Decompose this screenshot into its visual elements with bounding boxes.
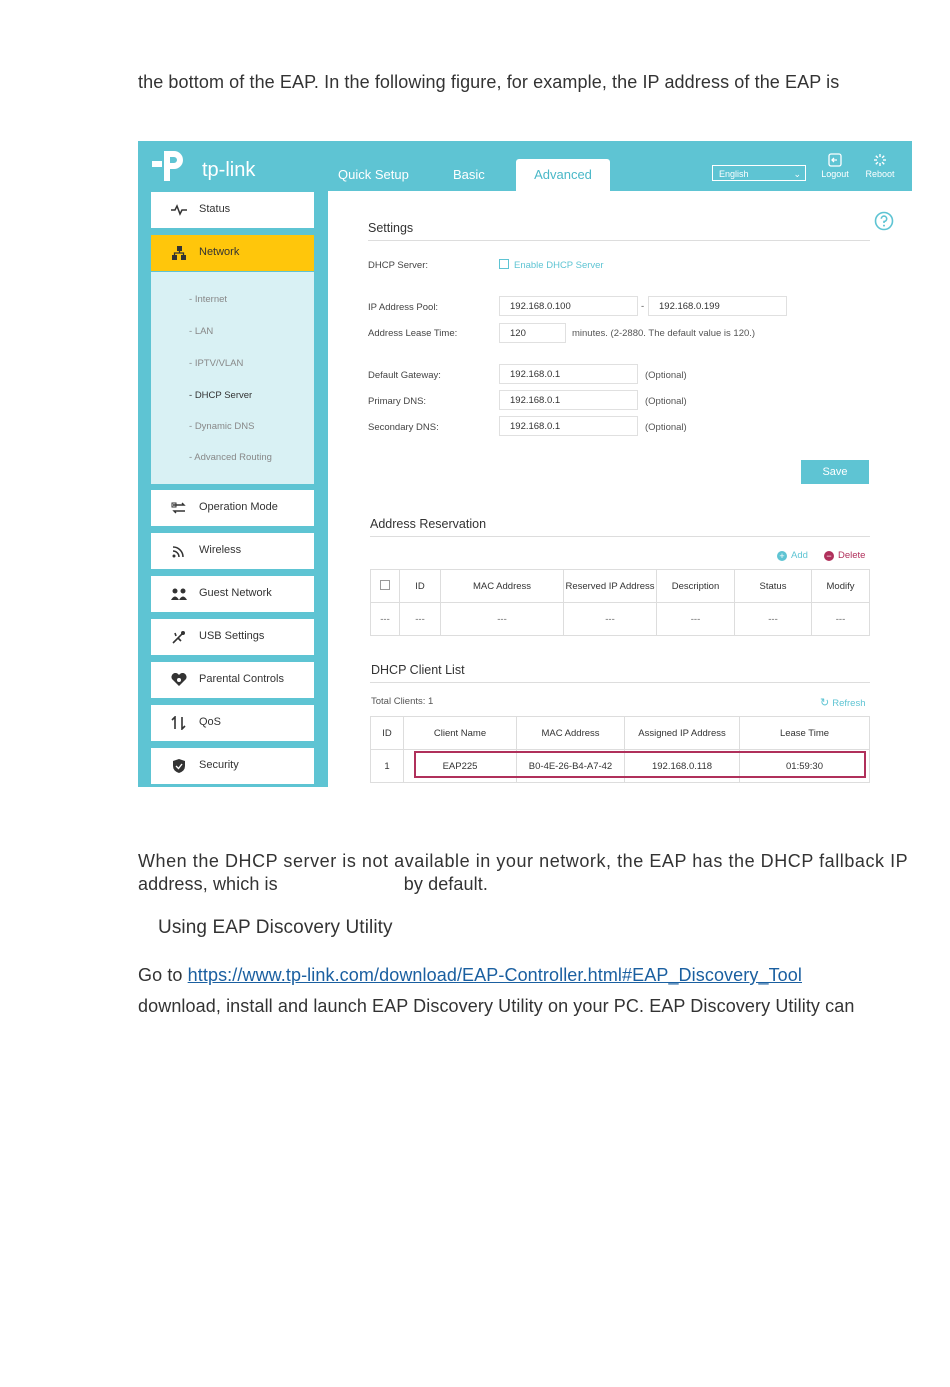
sidebar-item-label: Parental Controls [199,673,284,685]
sidebar-item-label: Guest Network [199,587,272,599]
default-gateway-label: Default Gateway: [368,370,441,381]
refresh-icon: ↻ [820,697,830,709]
ip-pool-dash: - [641,301,645,312]
primary-dns-input[interactable]: 192.168.0.1 [499,390,638,410]
table-cell: B0-4E-26-B4-A7-42 [517,750,625,783]
add-label: Add [791,550,808,561]
sidebar-item-wireless[interactable] [151,533,314,569]
column-header: Modify [812,570,870,603]
sidebar-item-label: QoS [199,716,222,728]
ip-pool-label: IP Address Pool: [368,302,439,313]
parental-controls-icon [171,673,187,687]
highlight-box [414,751,866,778]
sidebar-item-status[interactable] [151,192,314,228]
paragraph-fallback-line2 [138,874,488,895]
column-header: Reserved IP Address [564,570,657,603]
ip-pool-end-input[interactable]: 192.168.0.199 [648,296,787,316]
main-content [328,191,912,787]
column-header: Client Name [404,717,517,750]
table-cell: 1 [371,750,404,783]
shield-icon [171,759,187,773]
logout-icon [828,153,842,167]
language-value: English [719,169,749,179]
select-all-checkbox[interactable] [371,570,400,603]
lease-time-note: minutes. (2-2880. The default value is 120.) [572,328,756,339]
refresh-label: Refresh [832,698,866,709]
network-submenu [151,272,314,484]
column-header: Description [657,570,735,603]
section-heading: Using EAP Discovery Utility [158,917,393,938]
optional-note: (Optional) [645,396,687,407]
tab-basic[interactable]: Basic [453,167,485,182]
submenu-internet[interactable]: - Internet [189,294,228,305]
submenu-dynamic-dns[interactable]: - Dynamic DNS [189,421,255,432]
table-row [371,603,870,636]
column-header: Status [735,570,812,603]
qos-arrows-icon [171,716,187,730]
refresh-button[interactable] [820,696,865,709]
delete-label: Delete [838,550,866,561]
sidebar-item-operation-mode[interactable] [151,490,314,526]
table-cell: --- [441,603,564,636]
sidebar-item-label: Wireless [199,544,242,556]
sidebar-item-label: Security [199,759,239,771]
table-header-row [371,570,870,603]
column-header: MAC Address [441,570,564,603]
save-button[interactable]: Save [801,460,869,484]
enable-dhcp-label: Enable DHCP Server [514,260,604,271]
table-header-row [371,717,870,750]
goto-prefix: Go to [138,965,188,985]
optional-note: (Optional) [645,422,687,433]
column-header: MAC Address [517,717,625,750]
top-bar [138,141,912,191]
reboot-icon [873,153,887,167]
minus-icon: − [824,551,834,561]
tp-link-logo [150,147,270,185]
brand-name: tp-link [202,159,256,181]
table-cell: --- [564,603,657,636]
paragraph-fallback-line1: When the DHCP server is not available in your network, the EAP has the DHCP fallback IP [138,851,909,871]
reboot-label: Reboot [865,169,895,179]
column-header: Assigned IP Address [625,717,740,750]
delete-button[interactable] [824,550,865,561]
sidebar-item-label: Status [199,203,231,215]
plus-icon: + [777,551,787,561]
discovery-tool-link[interactable]: https://www.tp-link.com/download/EAP-Controller.html#EAP_Discovery_Tool [187,965,802,985]
guest-users-icon [171,587,187,601]
checkbox-checked-icon [499,259,509,269]
tab-advanced[interactable]: Advanced [516,159,610,191]
table-cell: --- [812,603,870,636]
operation-mode-icon [171,501,187,515]
paragraph-goto [138,965,802,986]
sidebar-item-usb-settings[interactable] [151,619,314,655]
sidebar-item-network[interactable] [151,235,314,271]
help-icon[interactable] [874,211,894,231]
submenu-advanced-routing[interactable]: - Advanced Routing [189,452,272,463]
paragraph-top-line: the bottom of the EAP. In the following figure, for example, the IP address of the EAP is [138,72,840,92]
sidebar-item-label: Network [199,246,240,258]
lease-time-input[interactable]: 120 [499,323,566,343]
secondary-dns-input[interactable]: 192.168.0.1 [499,416,638,436]
divider [368,240,870,241]
usb-icon [171,630,187,644]
logout-button[interactable] [815,153,855,179]
table-cell: --- [735,603,812,636]
logout-label: Logout [821,169,849,179]
sidebar-item-guest-network[interactable] [151,576,314,612]
column-header: Lease Time [740,717,870,750]
table-cell: --- [371,603,400,636]
fallback-text-b: by default. [403,874,488,894]
optional-note: (Optional) [645,370,687,381]
primary-dns-label: Primary DNS: [368,396,427,407]
ip-pool-start-input[interactable]: 192.168.0.100 [499,296,638,316]
sidebar-item-qos[interactable] [151,705,314,741]
add-button[interactable] [777,550,808,561]
submenu-lan[interactable]: - LAN [189,326,214,337]
language-select[interactable] [712,165,806,181]
total-clients: Total Clients: 1 [371,696,434,707]
tp-link-logo-icon [150,147,190,185]
fallback-text-a: address, which is [138,874,278,894]
enable-dhcp-checkbox[interactable] [499,259,604,271]
sidebar-item-parental-controls[interactable] [151,662,314,698]
table-cell: 192.168.0.118 [625,750,740,783]
network-icon [171,246,187,260]
paragraph-download: download, install and launch EAP Discovery Utility on your PC. EAP Discovery Utility can [138,996,855,1016]
wireless-icon [171,544,187,558]
table-cell: --- [400,603,441,636]
divider [370,682,870,683]
tab-quick-setup[interactable]: Quick Setup [338,167,409,182]
default-gateway-input[interactable]: 192.168.0.1 [499,364,638,384]
router-screenshot [138,141,912,787]
chevron-down-icon: ⌄ [793,169,801,179]
table-cell: --- [657,603,735,636]
sidebar-item-label: USB Settings [199,630,265,642]
submenu-dhcp-server[interactable]: - DHCP Server [189,390,253,401]
dhcp-server-label: DHCP Server: [368,260,429,271]
sidebar-item-security[interactable] [151,748,314,784]
divider [370,536,870,537]
secondary-dns-label: Secondary DNS: [368,422,439,433]
lease-time-label: Address Lease Time: [368,328,458,339]
table-cell: EAP225 [404,750,517,783]
pulse-icon [171,203,187,217]
column-header: ID [371,717,404,750]
reboot-button[interactable] [860,153,900,179]
settings-title: Settings [368,221,414,235]
submenu-iptv-vlan[interactable]: - IPTV/VLAN [189,358,244,369]
dhcp-client-list-title: DHCP Client List [371,663,465,677]
address-reservation-title: Address Reservation [370,517,487,531]
reservation-table [370,569,870,636]
sidebar-item-label: Operation Mode [199,501,278,513]
table-cell: 01:59:30 [740,750,870,783]
column-header: ID [400,570,441,603]
